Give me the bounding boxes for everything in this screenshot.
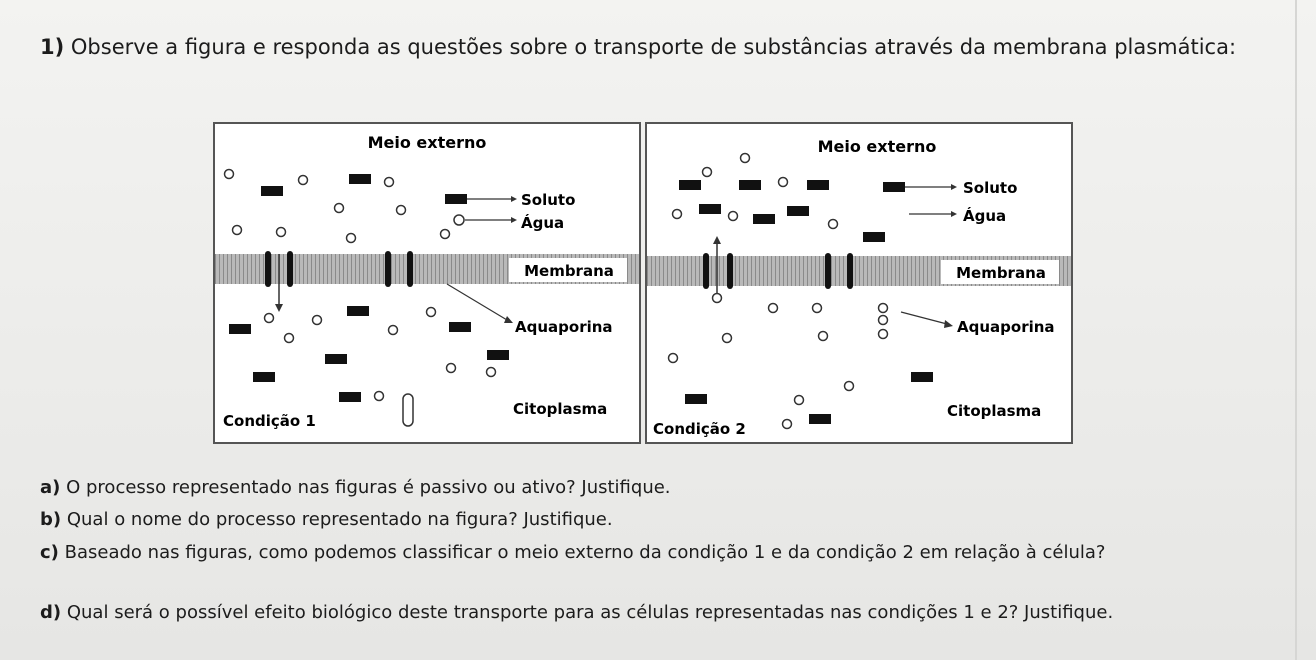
water-molecule: [669, 354, 678, 363]
legend-arrowhead: [511, 196, 517, 202]
water-molecule: [673, 210, 682, 219]
solute-particle: [739, 180, 761, 190]
outside-label: Meio externo: [367, 133, 487, 152]
sub-question-a: [40, 475, 1270, 501]
water-molecule: [703, 168, 712, 177]
membrane-diagram-1: [215, 124, 639, 442]
legend-arrowhead: [511, 217, 517, 223]
water-molecule: [845, 382, 854, 391]
solute-particle: [325, 354, 347, 364]
cytoplasm-label: Citoplasma: [947, 402, 1042, 420]
aquaporin-channel: [703, 253, 709, 289]
water-flow-arrowhead: [713, 236, 721, 244]
membrane-label: Membrana: [524, 262, 614, 280]
outside-label: Meio externo: [817, 137, 937, 156]
water-molecule: [265, 314, 274, 323]
aquaporin-channel: [385, 251, 391, 287]
water-molecule: [313, 316, 322, 325]
question-text: Observe a figura e responda as questões sobre o transporte de substâncias através da membrana plasmática:: [70, 35, 1237, 59]
water-molecule: [879, 330, 888, 339]
solute-legend-mark: [445, 194, 467, 204]
water-molecule: [723, 334, 732, 343]
water-molecule: [779, 178, 788, 187]
water-molecule: [233, 226, 242, 235]
water-molecule: [487, 368, 496, 377]
solute-particle: [261, 186, 283, 196]
item-text: Baseado nas figuras, como podemos classificar o meio externo da condição 1 e da condição 2 em relação à célula?: [64, 542, 1106, 563]
sub-question-d: [40, 600, 1240, 626]
membrane-diagram-2: [647, 124, 1071, 442]
item-letter: c): [40, 542, 59, 563]
water-molecule: [397, 206, 406, 215]
aquaporin-pointer: [447, 284, 507, 320]
solute-particle: [347, 306, 369, 316]
aquaporin-channel: [265, 251, 271, 287]
solute-particle: [809, 414, 831, 424]
item-letter: b): [40, 509, 62, 530]
diagram-condition-1: [213, 122, 641, 444]
water-molecule: [795, 396, 804, 405]
solute-particle: [487, 350, 509, 360]
water-molecule: [441, 230, 450, 239]
solute-particle: [339, 392, 361, 402]
solute-label: Soluto: [963, 179, 1018, 197]
water-legend-mark: [454, 215, 464, 225]
water-molecule: [741, 154, 750, 163]
aquaporin-label: Aquaporina: [957, 318, 1055, 336]
water-molecule: [389, 326, 398, 335]
water-label: Água: [963, 207, 1007, 225]
sub-question-b: [40, 507, 1270, 533]
water-molecule: [347, 234, 356, 243]
aquaporin-pointer: [901, 312, 947, 324]
water-label: Água: [521, 214, 565, 232]
water-molecule: [829, 220, 838, 229]
question-number: 1): [40, 35, 65, 59]
item-letter: a): [40, 477, 61, 498]
aquaporin-channel: [407, 251, 413, 287]
solute-particle: [753, 214, 775, 224]
aquaporin-label: Aquaporina: [515, 318, 613, 336]
legend-arrowhead: [951, 211, 957, 217]
item-text: Qual o nome do processo representado na figura? Justifique.: [66, 509, 613, 530]
solute-particle: [679, 180, 701, 190]
solute-particle: [699, 204, 721, 214]
page-fold-shadow: [1295, 0, 1297, 660]
water-molecule: [819, 332, 828, 341]
legend-arrowhead: [951, 184, 957, 190]
solute-particle: [449, 322, 471, 332]
water-molecule: [813, 304, 822, 313]
solute-particle: [911, 372, 933, 382]
stretched-water-molecule: [403, 394, 413, 426]
item-text: Qual será o possível efeito biológico deste transporte para as células representadas nas condições 1 e 2? Justifique.: [66, 602, 1114, 623]
water-molecule: [299, 176, 308, 185]
solute-particle: [807, 180, 829, 190]
aquaporin-channel: [825, 253, 831, 289]
water-molecule: [729, 212, 738, 221]
condition-label: Condição 2: [653, 420, 746, 438]
solute-particle: [253, 372, 275, 382]
aquaporin-channel: [847, 253, 853, 289]
item-letter: d): [40, 602, 62, 623]
solute-label: Soluto: [521, 191, 576, 209]
solute-particle: [685, 394, 707, 404]
water-molecule: [385, 178, 394, 187]
water-molecule: [769, 304, 778, 313]
water-molecule: [879, 304, 888, 313]
water-molecule: [783, 420, 792, 429]
water-molecule: [447, 364, 456, 373]
water-molecule: [375, 392, 384, 401]
diagram-condition-2: [645, 122, 1073, 444]
cytoplasm-label: Citoplasma: [513, 400, 608, 418]
sub-question-c: [40, 540, 1240, 566]
membrane-label: Membrana: [956, 264, 1046, 282]
item-text: O processo representado nas figuras é passivo ou ativo? Justifique.: [66, 477, 671, 498]
water-molecule: [225, 170, 234, 179]
water-molecule: [879, 316, 888, 325]
aquaporin-channel: [287, 251, 293, 287]
solute-particle: [863, 232, 885, 242]
aquaporin-pointer-head: [944, 320, 953, 328]
water-molecule: [277, 228, 286, 237]
water-molecule: [713, 294, 722, 303]
solute-legend-mark: [883, 182, 905, 192]
solute-particle: [349, 174, 371, 184]
solute-particle: [787, 206, 809, 216]
aquaporin-channel: [727, 253, 733, 289]
condition-label: Condição 1: [223, 412, 316, 430]
water-flow-arrowhead: [275, 304, 283, 312]
water-molecule: [335, 204, 344, 213]
solute-particle: [229, 324, 251, 334]
water-molecule: [285, 334, 294, 343]
water-molecule: [427, 308, 436, 317]
question-heading: [40, 32, 1270, 62]
